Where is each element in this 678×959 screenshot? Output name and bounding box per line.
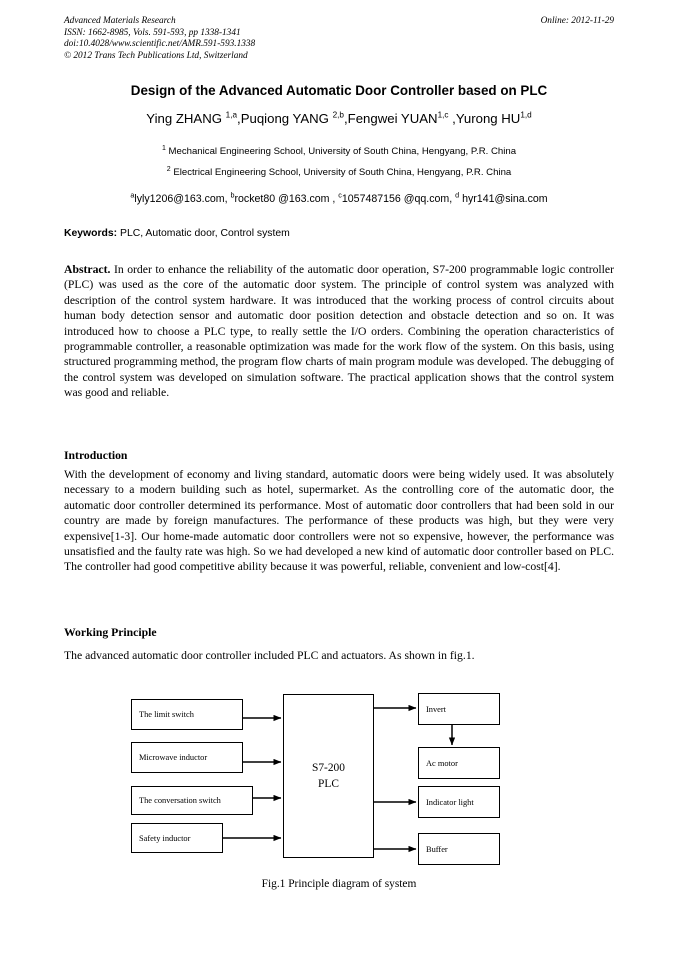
working-principle-heading: Working Principle [64,626,157,639]
keywords-line [64,227,614,241]
figure-1-caption: Fig.1 Principle diagram of system [261,878,417,890]
figure-box-indicator-light-label: Indicator light [426,797,474,807]
affiliation-1-marker: 1 [161,144,166,152]
figure-box-safety-inductor-label: Safety inductor [139,833,191,843]
author-1-affil-marker: 1,a [225,110,238,120]
figure-box-buffer-label: Buffer [426,844,448,854]
copyright-line: © 2012 Trans Tech Publications Ltd, Switzerland [64,50,248,61]
email-3[interactable]: 1057487156 @qq.com, [341,193,456,205]
affiliation-list [64,142,614,183]
abstract-label: Abstract. [64,263,111,276]
author-3-affil-marker: 1,c [437,110,449,120]
figure-box-buffer[interactable] [418,833,500,865]
journal-name: Advanced Materials Research [64,16,176,26]
email-1-marker: a [130,190,135,200]
email-2-marker: b [230,190,235,200]
figure-box-indicator-light[interactable] [418,786,500,818]
author-4-name: ,Yurong HU [448,111,521,126]
figure-box-invert[interactable] [418,693,500,725]
author-1-name: Ying ZHANG [146,111,226,126]
email-4[interactable]: hyr141@sina.com [459,193,548,205]
author-2-affil-marker: 2,b [332,110,344,120]
abstract-paragraph [64,262,614,401]
abstract-text: In order to enhance the reliability of the automatic door operation, S7-200 programmable logic controller (PLC) was used as the core of the automatic door system. The principle of control system was analyzed with description of the control system hardware. It was introduced that the working process of control circuits about human body detection sensor and automatic door position detection and obstacle detection and so on. It was introduced how to choose a PLC type, to really settle the I/O orders. Combining the operation characteristics of programmable controller, a reasonable optimization was made for the work flow of the system. On this basis, using structured programming method, the program flow charts of main program module was developed. The debugging of the control system was developed on simulation software. The practical application shows that the control system was good and reliable. [64,263,614,400]
email-4-marker: d [455,190,460,200]
figure-box-safety-inductor[interactable] [131,823,223,853]
author-4-affil-marker: 1,d [520,110,532,120]
email-2[interactable]: rocket80 @163.com , [234,193,339,205]
figure-box-invert-label: Invert [426,704,446,714]
journal-header [64,16,614,62]
issn-line: ISSN: 1662-8985, Vols. 591-593, pp 1338-1341 [64,27,241,38]
author-2-name: ,Puqiong YANG [237,111,333,126]
author-list [64,110,614,128]
figure-box-limit-switch[interactable] [131,699,243,730]
email-list [64,192,614,206]
figure-box-conversation-switch[interactable] [131,786,253,815]
journal-name-row [64,16,614,28]
doi-line: doi:10.4028/www.scientific.net/AMR.591-593.1338 [64,39,256,50]
figure-box-ac-motor[interactable] [418,747,500,779]
keywords-label: Keywords: [64,228,118,239]
figure-box-plc-line1: S7-200 [312,762,345,774]
affiliation-2 [64,163,614,184]
figure-box-microwave-inductor-label: Microwave inductor [139,753,208,762]
email-1[interactable]: lyly1206@163.com, [134,193,231,205]
page-title: Design of the Advanced Automatic Door Controller based on PLC [130,83,548,98]
figure-box-plc-controller[interactable] [283,694,374,858]
author-3-name: ,Fengwei YUAN [343,111,438,126]
affiliation-2-text: Electrical Engineering School, University of South China, Hengyang, P.R. China [170,166,512,178]
introduction-paragraph: With the development of economy and living standard, automatic doors were being widely used. It was absolutely necessary to a modern building such as hotel, supermarket. As the controlling core of the automatic door, the automatic door controller determined its performance. Most of automatic door controllers that had been sold in our country are made by foreign manufactures. The performance of these products was high, but they were very expensive[1-3]. Our home-made automatic door controllers were not so expensive, however, the performance was unsatisfied and the faulty rate was high. So we had developed a new kind of automatic door controller based on PLC. The controller had good competitive ability because it was powerful, reliable, convenient and low-cost[4]. [64,468,614,574]
figure-box-conversation-switch-label: The conversation switch [139,796,221,805]
affiliation-1 [64,142,614,163]
affiliation-1-text: Mechanical Engineering School, University of South China, Hengyang, P.R. China [165,146,517,157]
email-3-marker: c [338,190,342,200]
online-date: Online: 2012-11-29 [540,16,614,26]
affiliation-2-marker: 2 [166,165,171,173]
working-principle-paragraph: The advanced automatic door controller included PLC and actuators. As shown in fig.1. [64,649,475,662]
figure-box-microwave-inductor[interactable] [131,742,243,773]
figure-box-plc-line2: PLC [318,778,339,790]
introduction-heading: Introduction [64,449,128,462]
figure-box-ac-motor-label: Ac motor [426,758,458,768]
figure-box-limit-switch-label: The limit switch [139,710,194,719]
keywords-value: PLC, Automatic door, Control system [117,228,290,239]
